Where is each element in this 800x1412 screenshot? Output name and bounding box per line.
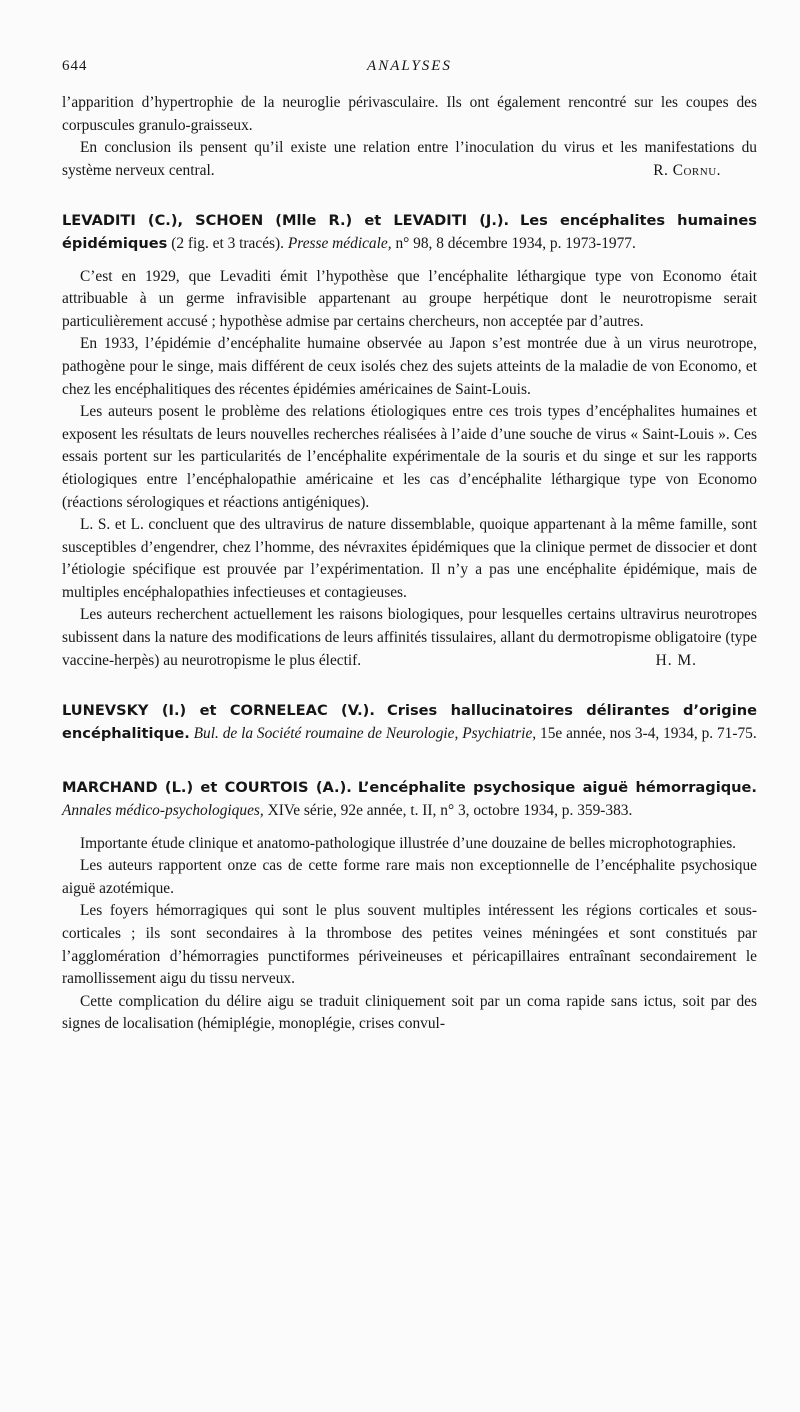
body-paragraph: Les auteurs rapportent onze cas de cette forme rare mais non exceptionnelle de l’encéphalite psychosique aiguë azotémique. xyxy=(62,857,757,897)
entry-heading xyxy=(62,700,757,745)
entry-title: Les encéphalites humaines épidémiques xyxy=(62,212,757,252)
entry-journal: Bul. de la Société roumaine de Neurologie, Psychiatrie, xyxy=(193,724,537,742)
body-paragraph: Les auteurs recherchent actuellement les raisons biologiques, pour lesquelles certains ultravirus neurotropes subissent dans la nature des modifications de leurs affinités tissulaires, allant du dermotropisme obligatoire (type vaccine-herpès) au neurotropisme le plus électif. H. M. xyxy=(62,604,757,672)
entry-journal: Presse médicale, xyxy=(287,234,392,252)
body-paragraph: Importante étude clinique et anatomo-pathologique illustrée d’une douzaine de belles microphotographies. xyxy=(80,834,737,852)
intro-paragraph: l’apparition d’hypertrophie de la neuroglie périvasculaire. Ils ont également rencontré sur les coupes des corpuscules granulo-graisseux. xyxy=(62,94,757,134)
body-paragraph: Les foyers hémorragiques qui sont le plus souvent multiples intéressent les régions corticales et sous-corticales ; ils sont secondaires à la thrombose des petites veines méningées et sont constitués par l’agglomération d’hémorragies punctiformes périveineuses et péricapillaires entraînant secondairement le ramollissement aigu du tissu nerveux. xyxy=(62,902,757,988)
body-paragraph: En 1933, l’épidémie d’encéphalite humaine observée au Japon s’est montrée due à un virus neurotrope, pathogène pour le singe, mais différent de ceux isolés chez des sujets atteints de la maladie de von Economo, et chez les encéphalitiques des récentes épidémies américaines de Saint-Louis. xyxy=(62,335,757,398)
page-header xyxy=(62,58,757,82)
entry-authors: LUNEVSKY (I.) et CORNELEAC (V.). xyxy=(62,702,375,720)
entry-details: 15e année, nos 3-4, 1934, p. 71-75. xyxy=(540,724,757,742)
signature: R. Cornu. xyxy=(653,161,721,179)
entry-details: (2 fig. et 3 tracés). xyxy=(171,234,285,252)
entry-heading xyxy=(62,777,757,822)
running-title: ANALYSES xyxy=(367,58,452,74)
entry-journal: Annales médico-psychologiques, xyxy=(62,802,264,820)
page xyxy=(62,58,757,1036)
entry-title: L’encéphalite psychosique aiguë hémorragique. xyxy=(357,779,757,797)
entry-details: XIVe série, 92e année, t. II, n° 3, octobre 1934, p. 359-383. xyxy=(267,802,633,820)
body-paragraph: L. S. et L. concluent que des ultravirus de nature dissemblable, quoique appartenant à la même famille, sont susceptibles d’engendrer, chez l’homme, des névraxites épidémiques que la clinique permet de dissocier et dont l’étiologie spécifique est prouvée par l’expérimentation. Il n’y a pas une encéphalite épidémique, mais de multiples encéphalopathies infectieuses et contagieuses. xyxy=(62,516,757,601)
body-paragraph: C’est en 1929, que Levaditi émit l’hypothèse que l’encéphalite léthargique type von Economo était attribuable à un germe infravisible appartenant au groupe herpétique dont le neurotropisme serait particulièrement accusé ; hypothèse admise par certains chercheurs, non acceptée par d’autres. xyxy=(62,267,757,330)
entry-details: n° 98, 8 décembre 1934, p. 1973-1977. xyxy=(395,234,636,252)
entry-authors: LEVADITI (C.), SCHOEN (Mlle R.) et LEVADITI (J.). xyxy=(62,212,510,230)
body-paragraph: Les auteurs posent le problème des relations étiologiques entre ces trois types d’encéphalites humaines et exposent les résultats de leurs nouvelles recherches réalisées à l’aide d’une souche de virus « Saint-Louis ». Ces essais portent sur les particularités de l’encéphalite expérimentale de la souris et du singe et sur les rapports étiologiques entre l’encéphalopathie américaine et les cas d’encéphalite léthargique type von Economo (réactions sérologiques et réactions antigéniques). xyxy=(62,403,757,511)
entry-authors: MARCHAND (L.) et COURTOIS (A.). xyxy=(62,779,352,797)
intro-paragraph: En conclusion ils pensent qu’il existe une relation entre l’inoculation du virus et les manifestations du système nerveux central. R. Cornu. xyxy=(62,137,757,182)
page-number: 644 xyxy=(62,58,88,74)
entry-heading xyxy=(62,210,757,255)
signature: H. M. xyxy=(655,651,697,669)
entry-title: Crises hallucinatoires délirantes d’origine encéphalitique. xyxy=(62,702,757,742)
body-paragraph: Cette complication du délire aigu se traduit cliniquement soit par un coma rapide sans ictus, soit par des signes de localisation (hémiplégie, monoplégie, crises convul- xyxy=(62,992,757,1033)
